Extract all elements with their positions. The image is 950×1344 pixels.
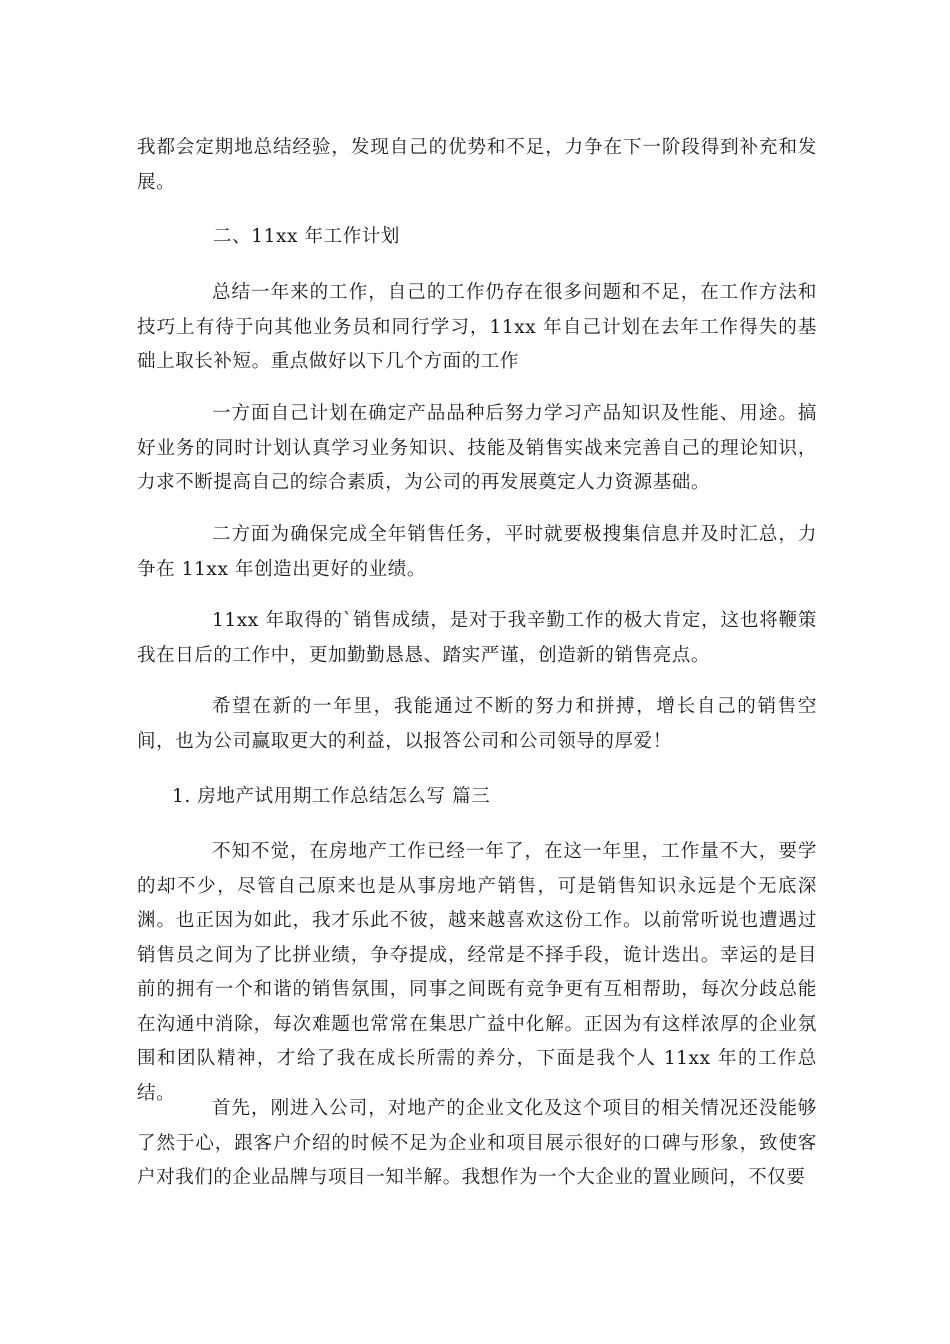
paragraph-continuation: 我都会定期地总结经验，发现自己的优势和不足，力争在下一阶段得到补充和发展。: [137, 137, 817, 193]
section-heading-work-plan: 二、11xx 年工作计划: [213, 226, 400, 247]
paragraph-plan-one: 一方面自己计划在确定产品品种后努力学习产品知识及性能、用途。搞好业务的同时计划认真学习业务知识、技能及销售实战来完善自己的理论知识，力求不断提高自己的综合素质，为公司的再发展奠定人力资源基础。: [137, 403, 817, 493]
paragraph-plan-two: 二方面为确保完成全年销售任务，平时就要极搜集信息并及时汇总，力争在 11xx 年创造出更好的业绩。: [137, 524, 817, 580]
section-heading-part-three: 1. 房地产试用期工作总结怎么写 篇三: [172, 786, 491, 807]
paragraph-achievement: 11xx 年取得的`销售成绩，是对于我辛勤工作的极大肯定，这也将鞭策我在日后的工作中，更加勤勤恳恳、踏实严谨，创造新的销售亮点。: [137, 610, 817, 666]
paragraph-summary: 总结一年来的工作，自己的工作仍存在很多问题和不足，在工作方法和技巧上有待于向其他业务员和同行学习，11xx 年自己计划在去年工作得失的基础上取长补短。重点做好以下几个方面的工作: [137, 282, 817, 372]
paragraph-hope: 希望在新的一年里，我能通过不断的努力和拼搏，增长自己的销售空间，也为公司赢取更大的利益，以报答公司和公司领导的厚爱！: [137, 696, 817, 752]
paragraph-first: 首先，刚进入公司，对地产的企业文化及这个项目的相关情况还没能够了然于心，跟客户介绍的时候不足为企业和项目展示很好的口碑与形象，致使客户对我们的企业品牌与项目一知半解。我想作为一个大企业的置业顾问，不仅要: [137, 1098, 817, 1188]
paragraph-intro: 不知不觉，在房地产工作已经一年了，在这一年里，工作量不大，要学的却不少，尽管自己原来也是从事房地产销售，可是销售知识永远是个无底深渊。也正因为如此，我才乐此不彼，越来越喜欢这份工作。以前常听说也遭遇过销售员之间为了比拼业绩，争夺提成，经常是不择手段，诡计迭出。幸运的是目前的拥有一个和谐的销售氛围，同事之间既有竞争更有互相帮助，每次分歧总能在沟通中消除，每次难题也常常在集思广益中化解。正因为有这样浓厚的企业氛围和团队精神，才给了我在成长所需的养分，下面是我个人 11xx 年的工作总结。: [137, 841, 817, 1104]
